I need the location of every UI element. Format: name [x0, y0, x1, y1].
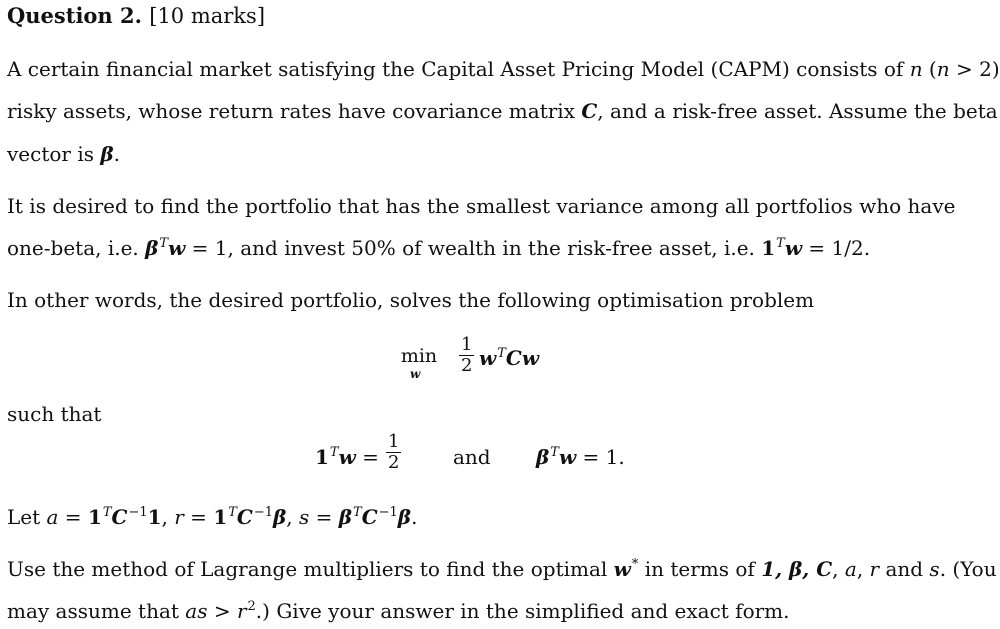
objective-covariance: C	[505, 346, 522, 370]
paragraph-1-line-2	[7, 99, 998, 123]
definition-a-equals: =	[58, 505, 88, 529]
definition-s-beta: β	[338, 505, 353, 529]
paragraph-1-line-2-text: risky assets, whose return rates have covariance matrix	[7, 99, 582, 123]
definition-r: r	[174, 505, 184, 529]
definition-a-inverse: −1	[128, 505, 148, 520]
question-heading	[7, 4, 265, 28]
paragraph-1-line-3	[7, 142, 120, 166]
definition-r-transpose: T	[228, 505, 237, 520]
question-marks: [10 marks]	[149, 4, 266, 28]
transpose-superscript: T	[159, 236, 169, 251]
instruction-text: Use the method of Lagrange multipliers to find the optimal	[7, 557, 614, 581]
definition-a-ones: 1	[87, 505, 102, 529]
constraint-transpose: T	[329, 445, 339, 460]
paragraph-1-paren: (	[922, 57, 937, 81]
paragraph-2-equation-end: = 1/2.	[802, 236, 871, 260]
definition-a: a	[46, 505, 59, 529]
beta-vector-symbol: β	[100, 142, 114, 166]
covariance-matrix-symbol: C	[581, 99, 598, 123]
question-title: Question 2.	[7, 3, 142, 28]
definition-r-equals: =	[183, 505, 214, 529]
paragraph-1-line-1	[7, 57, 1000, 81]
objective-fraction-numerator: 1	[461, 334, 473, 355]
definition-s-inverse: −1	[378, 505, 398, 520]
instruction-as: as	[185, 599, 208, 623]
definition-s-transpose: T	[353, 505, 362, 520]
instruction-and: and	[879, 557, 930, 581]
weight-vector-symbol-2: w	[784, 236, 803, 260]
definition-end: .	[411, 505, 418, 529]
objective-fraction	[459, 335, 474, 376]
instruction-separator: ,	[832, 557, 845, 581]
objective-expression	[479, 346, 539, 374]
budget-constraint-left	[315, 445, 379, 473]
paragraph-1-text: A certain financial market satisfying the Capital Asset Pricing Model (CAPM) consists of	[7, 57, 910, 81]
paragraph-2-line-2	[7, 236, 870, 264]
beta-constraint-transpose: T	[550, 445, 559, 460]
paragraph-2-line-1	[7, 194, 956, 218]
paragraph-1-condition: > 2)	[949, 57, 1000, 81]
paragraph-3	[7, 288, 814, 312]
definition-r-inverse: −1	[253, 505, 273, 520]
such-that-label: such that	[7, 402, 102, 426]
weight-vector-symbol: w	[168, 236, 186, 260]
instruction-square: 2	[247, 599, 256, 614]
definition-r-ones: 1	[213, 505, 228, 529]
definition-separator-1: ,	[161, 505, 175, 529]
beta-constraint	[536, 445, 625, 473]
optimal-w-symbol: w	[613, 557, 631, 581]
objective-w-end: w	[521, 346, 540, 370]
instruction-gt: >	[207, 599, 237, 623]
paragraph-3-text: In other words, the desired portfolio, solves the following optimisation problem	[7, 288, 815, 312]
definition-r-beta: β	[273, 505, 287, 529]
instruction-r: r	[869, 557, 880, 581]
definitions-line	[7, 505, 417, 533]
instruction-line-2	[7, 599, 790, 627]
constraint-ones-vector: 1	[315, 445, 329, 469]
paragraph-2-line-2-text: one-beta, i.e.	[7, 236, 146, 260]
instruction-s: s	[929, 557, 940, 581]
definition-a-ones-end: 1	[147, 505, 162, 529]
beta-constraint-beta: β	[536, 445, 550, 469]
instruction-middle: in terms of	[638, 557, 762, 581]
definition-separator-2: ,	[286, 505, 299, 529]
let-text: Let	[7, 505, 47, 529]
constraint-w: w	[338, 445, 356, 469]
paragraph-1-line-3-after: .	[113, 142, 120, 166]
instruction-variables: 1, β, C	[761, 557, 833, 581]
paragraph-2-equation-text: = 1, and invest 50% of wealth in the risk-free asset, i.e.	[185, 236, 762, 260]
constraint-and: and	[453, 445, 491, 469]
paragraph-2-text: It is desired to find the portfolio that has the smallest variance among all portfolios who have	[7, 194, 956, 218]
optimal-star: *	[631, 557, 639, 572]
definition-s-covariance: C	[361, 505, 378, 529]
budget-fraction-denominator: 2	[388, 452, 400, 473]
paragraph-1-line-2-after: , and a risk-free asset. Assume the beta	[597, 99, 998, 123]
definition-s: s	[299, 505, 310, 529]
instruction-comma: ,	[856, 557, 870, 581]
constraint-equals: =	[355, 445, 379, 469]
definition-s-beta-end: β	[397, 505, 412, 529]
transpose-superscript-2: T	[776, 236, 785, 251]
definition-s-equals: =	[309, 505, 339, 529]
budget-constraint-fraction	[386, 432, 401, 473]
objective-w: w	[479, 346, 497, 370]
beta-constraint-equals: = 1.	[576, 445, 625, 469]
minimize-operator: min	[400, 345, 438, 367]
objective-fraction-denominator: 2	[461, 355, 473, 376]
paragraph-1-line-3-text: vector is	[7, 142, 101, 166]
budget-fraction-numerator: 1	[388, 431, 400, 452]
ones-vector-symbol: 1	[761, 236, 776, 260]
instruction-a: a	[844, 557, 857, 581]
objective-transpose: T	[497, 346, 506, 361]
math-n: n	[909, 57, 923, 81]
minimize-variable: w	[410, 367, 421, 381]
beta-symbol: β	[145, 236, 159, 260]
instruction-line-2-text: may assume that	[7, 599, 186, 623]
definition-a-covariance: C	[111, 505, 128, 529]
math-n-condition: n	[936, 57, 950, 81]
definition-a-transpose: T	[102, 505, 112, 520]
beta-constraint-w: w	[558, 445, 577, 469]
instruction-r-squared-base: r	[236, 599, 247, 623]
instruction-line-2-after: .) Give your answer in the simplified and exact form.	[255, 599, 790, 623]
instruction-line-1	[7, 557, 997, 585]
instruction-after: . (You	[939, 557, 997, 581]
definition-r-covariance: C	[236, 505, 253, 529]
